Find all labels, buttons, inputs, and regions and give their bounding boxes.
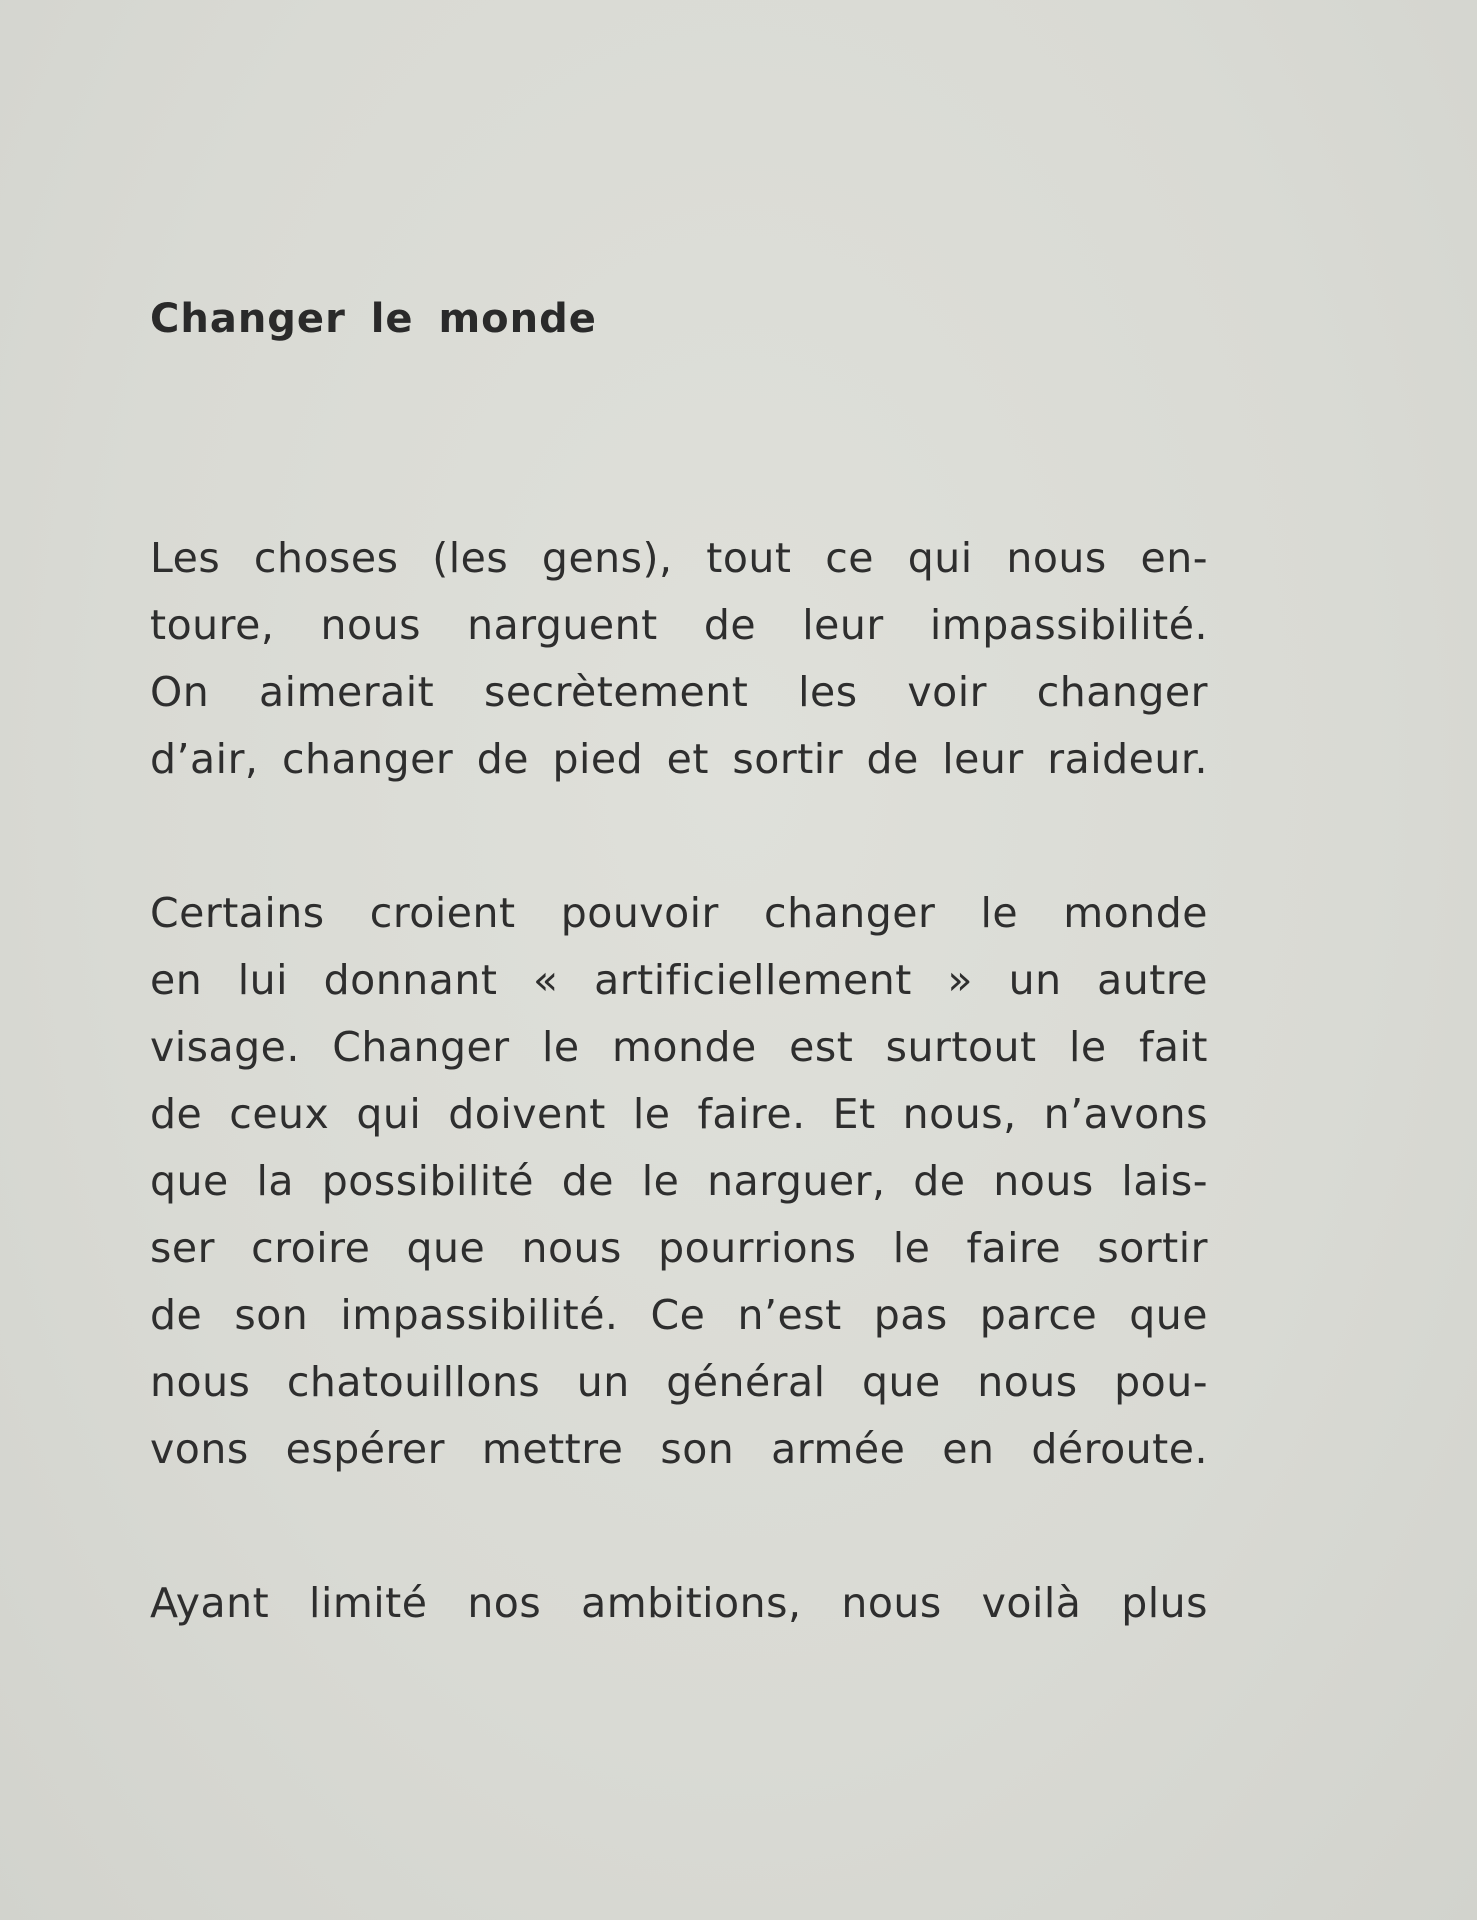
text-line: visage. Changer le monde est surtout le fait [150, 1023, 1208, 1071]
text-line: de ceux qui doivent le faire. Et nous, n’avons [150, 1090, 1208, 1138]
page-title: Changer le monde [150, 296, 597, 342]
paragraph-2 [150, 880, 1208, 1483]
text-line: en lui donnant « artificiellement » un autre [150, 956, 1208, 1004]
text-line: Certains croient pouvoir changer le monde [150, 889, 1208, 937]
text-line: toure, nous narguent de leur impassibilité. [150, 601, 1208, 649]
paragraph-1 [150, 525, 1208, 793]
text-line: de son impassibilité. Ce n’est pas parce que [150, 1291, 1208, 1339]
text-line: On aimerait secrètement les voir changer [150, 668, 1208, 716]
text-line: Ayant limité nos ambitions, nous voilà plus [150, 1579, 1208, 1627]
text-line: que la possibilité de le narguer, de nous lais- [150, 1157, 1208, 1205]
paragraph-3 [150, 1570, 1208, 1637]
text-line: nous chatouillons un général que nous pou- [150, 1358, 1208, 1406]
text-line: d’air, changer de pied et sortir de leur raideur. [150, 735, 1208, 783]
text-line: ser croire que nous pourrions le faire sortir [150, 1224, 1208, 1272]
text-line: vons espérer mettre son armée en déroute. [150, 1425, 1208, 1473]
text-line: Les choses (les gens), tout ce qui nous en- [150, 534, 1208, 582]
